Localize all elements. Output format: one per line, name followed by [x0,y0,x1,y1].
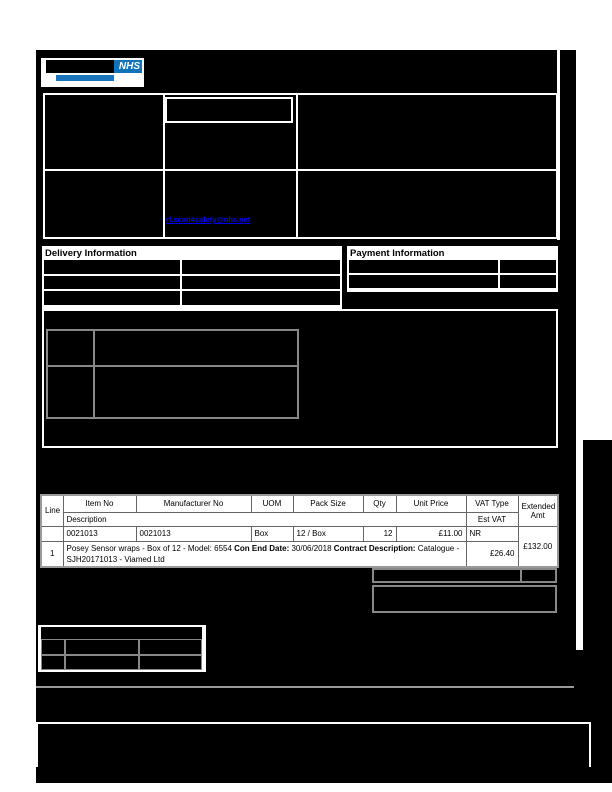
col-header-est-vat: Est VAT [466,512,518,526]
payment-information-section [347,246,558,292]
supplier-address-redacted [45,95,163,169]
contract-description-label: Contract Description: [333,543,418,553]
auth-cell-redacted [140,640,201,654]
auth-cell-redacted [66,640,138,654]
order-meta-redacted [298,95,556,169]
total-box-redacted [372,585,557,613]
line-items-table [40,494,559,568]
line-cell-blank [41,526,63,541]
order-number-redacted [165,97,293,123]
col-header-extended-amt: Extended Amt [518,495,558,526]
delivery-information-section [42,246,342,311]
subtotal-label-redacted [374,570,520,581]
extended-amt-cell: £132.00 [518,526,558,567]
auth-cell-redacted [66,656,138,669]
uom-cell: Box [251,526,293,541]
unit-price-cell: £11.00 [396,526,466,541]
item-no-cell: 0021013 [63,526,136,541]
delivery-value-redacted [182,291,340,305]
payment-label-redacted [349,260,498,273]
vat-type-cell: NR [466,526,518,541]
delivery-notes-box [42,309,558,448]
notes-label-redacted [48,331,93,365]
nhs-logo-icon: NHS [114,60,142,73]
delivery-label-redacted [44,276,180,290]
manufacturer-no-cell: 0021013 [136,526,251,541]
contract-description-value: Catalogue - SJH20171013 - Viamed Ltd [66,543,460,564]
payment-information-title: Payment Information [350,248,445,259]
auth-cell-redacted [42,656,64,669]
qty-cell: 12 [363,526,396,541]
payment-value-redacted [500,275,556,288]
description-cell [63,541,466,567]
item-row-description [41,541,558,567]
contact-cell [165,171,296,237]
auth-cell-redacted [42,640,64,654]
delivery-information-title: Delivery Information [45,248,137,259]
contact-meta-redacted [298,171,556,237]
authorisation-table [41,639,202,670]
order-header-table [43,93,558,239]
subtotal-box-redacted [372,568,557,583]
delivery-value-redacted [182,276,340,290]
notes-label-redacted [48,367,93,417]
authorisation-title-redacted [41,627,202,639]
col-header-qty: Qty [363,495,396,512]
col-header-uom: UOM [251,495,293,512]
col-header-item-no: Item No [63,495,136,512]
description-text: Posey Sensor wraps - Box of 12 - Model: 6554 [66,543,235,553]
line-number-cell: 1 [41,541,63,567]
payment-information-table [349,260,556,288]
redacted-right-strip-upper [583,440,612,650]
item-row-codes [41,526,558,541]
order-number-cell [165,95,296,169]
delivery-value-redacted [182,260,340,274]
payment-label-redacted [349,275,498,288]
footer-terms-box-redacted [36,722,591,767]
delivery-label-redacted [44,260,180,274]
notes-value-redacted [95,331,297,365]
con-end-date-value: 30/06/2018 [291,543,334,553]
col-header-description: Description [63,512,466,526]
col-header-vat-type: VAT Type [466,495,518,512]
nhs-trust-logo [41,58,144,87]
invoice-address-redacted [45,171,163,237]
authorisation-box [38,625,206,672]
notes-value-redacted [95,367,297,417]
con-end-date-label: Con End Date: [234,543,292,553]
notes-table [46,329,299,419]
trust-subtitle-redacted [56,75,114,81]
trust-name-redacted [46,60,114,73]
delivery-information-table [44,260,340,305]
email-link[interactable]: rf.scan4safety@nhs.net [166,215,251,224]
auth-cell-redacted [140,656,201,669]
col-header-line: Line [41,495,63,526]
payment-value-redacted [500,260,556,273]
col-header-unit-price: Unit Price [396,495,466,512]
pack-size-cell: 12 / Box [293,526,363,541]
col-header-pack-size: Pack Size [293,495,363,512]
delivery-label-redacted [44,291,180,305]
est-vat-cell: £26.40 [466,541,518,567]
col-header-manufacturer-no: Manufacturer No [136,495,251,512]
footer-divider-line [36,686,574,688]
subtotal-value-redacted [522,570,555,581]
